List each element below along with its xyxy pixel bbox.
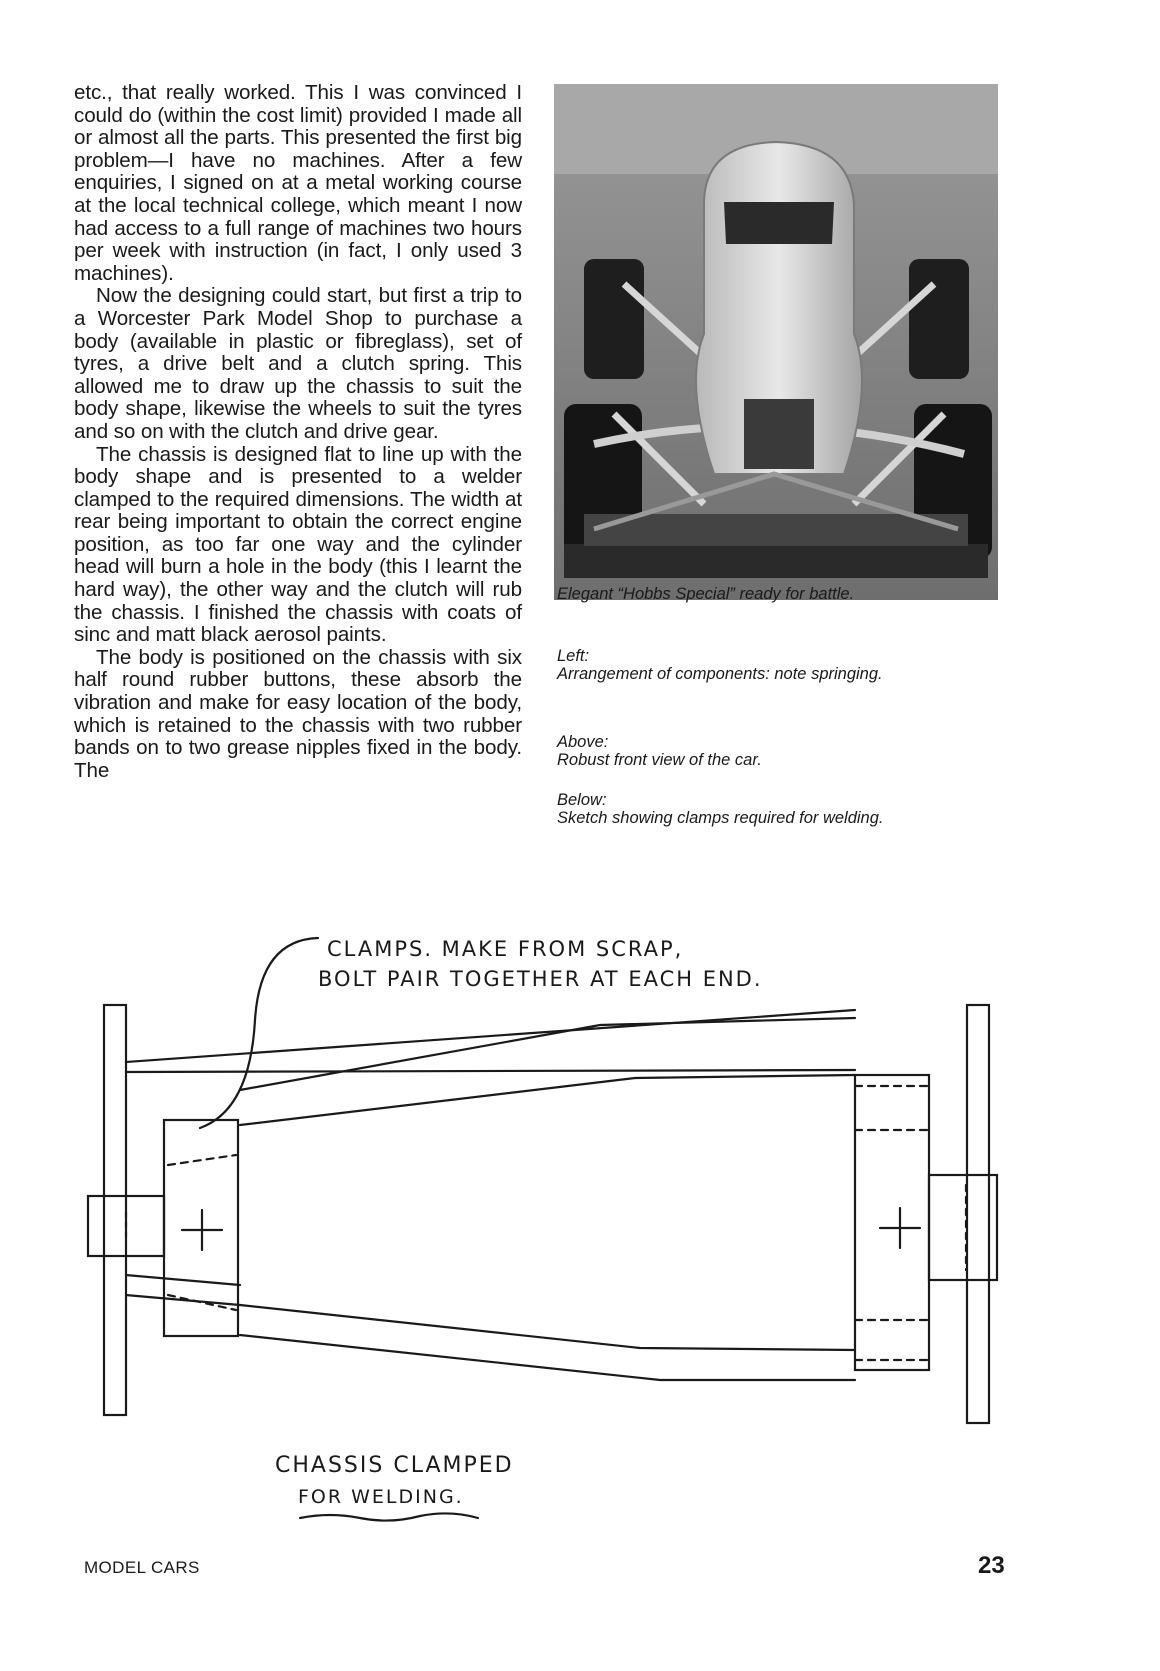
photo-caption: Elegant “Hobbs Special” ready for battle. — [557, 585, 855, 603]
paragraph-3: The chassis is designed flat to line up with the body shape and is presented to a welder clamped to the required dimensions. The width at rear being important to obtain the correct engine position, as too far one way and the cylinder head will burn a hole in the body (this I learnt the hard way), the other way and the clutch will rub the chassis. I finished the chassis with coats of sinc and matt black aerosol paints. — [74, 442, 522, 647]
below-caption-label: Below: — [557, 791, 607, 809]
page-number: 23 — [978, 1552, 1005, 1579]
sketch-title-line2: FOR WELDING. — [298, 1486, 464, 1508]
right-axle-bar — [967, 1005, 989, 1423]
above-caption-text: Robust front view of the car. — [557, 751, 762, 769]
right-clamp — [855, 1075, 929, 1370]
sketch-title-line1: CHASSIS CLAMPED — [275, 1453, 514, 1478]
paragraph-1: etc., that really worked. This I was convinced I could do (within the cost limit) provided I made all or almost all the parts. This presented the first big problem—I have no machines. After a few enquiries, I signed on at a metal working course at the local technical college, which meant I now had access to a full range of machines two hours per week with instruction (in fact, I only used 3 machines). — [74, 81, 522, 285]
left-caption-text: Arrangement of components: note springing. — [557, 665, 883, 683]
magazine-name: MODEL CARS — [84, 1558, 200, 1577]
left-caption-label: Left: — [557, 647, 590, 665]
right-axle-block — [929, 1175, 997, 1280]
chassis-sketch — [0, 900, 1160, 1540]
above-caption-label: Above: — [557, 733, 609, 751]
below-caption-text: Sketch showing clamps required for welding. — [557, 809, 884, 827]
clamp-note-line2: BOLT PAIR TOGETHER AT EACH END. — [318, 967, 763, 991]
article-text — [74, 82, 522, 782]
clamp-note-line1: CLAMPS. MAKE FROM SCRAP, — [327, 937, 684, 961]
left-axle-bar — [104, 1005, 126, 1415]
paragraph-4: The body is positioned on the chassis with six half round rubber buttons, these absorb the vibration and make for easy location of the body, which is retained to the chassis with two rubber bands on to two grease nipples fixed in the body. The — [74, 645, 522, 782]
paragraph-2: Now the designing could start, but first a trip to a Worcester Park Model Shop to purchase a body (available in plastic or fibreglass), set of tyres, a drive belt and a clutch spring. This allowed me to draw up the chassis to suit the body shape, likewise the wheels to suit the tyres and so on with the clutch and drive gear. — [74, 284, 522, 443]
car-photo — [554, 84, 998, 600]
